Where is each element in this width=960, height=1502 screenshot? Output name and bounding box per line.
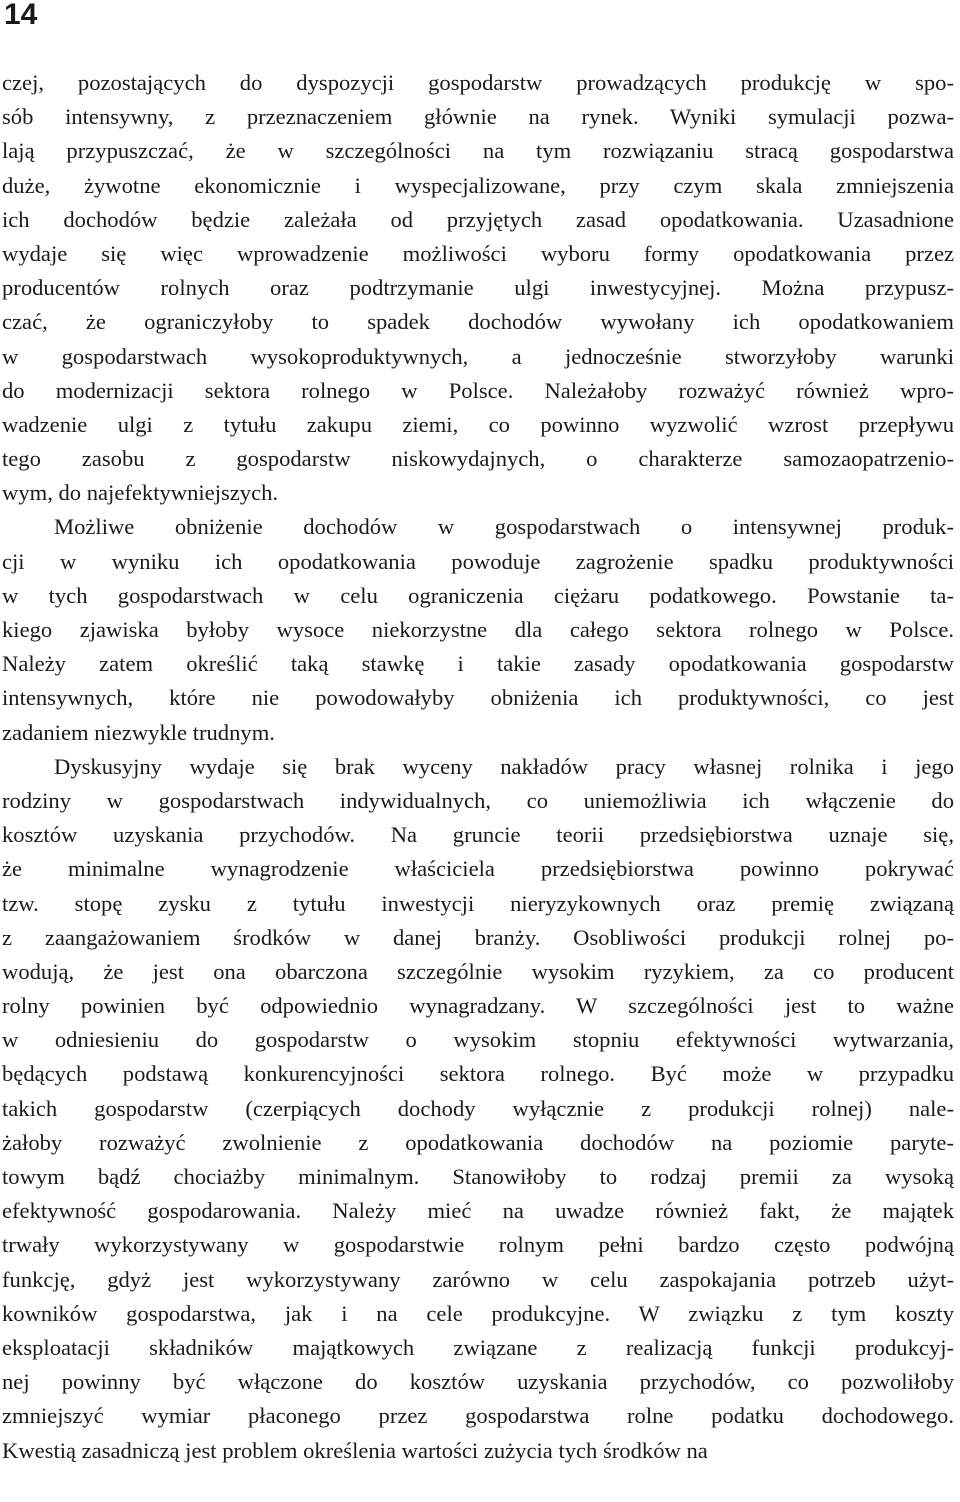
text-line: tzw. stopę zysku z tytułu inwestycji nieryzykownych oraz premię związaną — [2, 890, 954, 916]
text-line: kowników gospodarstwa, jak i na cele produkcyjne. W związku z tym koszty — [2, 1300, 954, 1326]
text-line: rolny powinien być odpowiednio wynagradzany. W szczególności jest to ważne — [2, 993, 954, 1019]
text-line: ich dochodów będzie zależała od przyjętych zasad opodatkowania. Uzasadnione — [2, 206, 954, 232]
text-line: efektywność gospodarowania. Należy mieć na uwadze również fakt, że majątek — [2, 1198, 954, 1224]
text-line: wadzenie ulgi z tytułu zakupu ziemi, co powinno wyzwolić wzrost przepływu — [2, 411, 954, 437]
text-line: trwały wykorzystywany w gospodarstwie rolnym pełni bardzo często podwójną — [2, 1232, 954, 1258]
text-line: czej, pozostających do dyspozycji gospodarstw prowadzących produkcję w spo- — [2, 70, 954, 95]
text-line: funkcję, gdyż jest wykorzystywany zarówno w celu zaspokajania potrzeb użyt- — [2, 1266, 954, 1292]
text-line: wodują, że jest ona obarczona szczególnie wysokim ryzykiem, za co producent — [2, 958, 954, 984]
text-line: Kwestią zasadniczą jest problem określenia wartości zużycia tych środków na — [2, 1437, 708, 1463]
text-line: nej powinny być włączone do kosztów uzyskania przychodów, co pozwoliłoby — [2, 1369, 954, 1395]
paragraph — [2, 750, 954, 1468]
text-line: z zaangażowaniem środków w danej branży. Osobliwości produkcji rolnej po- — [2, 924, 954, 950]
text-line: sób intensywny, z przeznaczeniem głównie na rynek. Wyniki symulacji pozwa- — [2, 104, 954, 130]
paragraph — [2, 66, 954, 510]
text-line: duże, żywotne ekonomicznie i wyspecjalizowane, przy czym skala zmniejszenia — [2, 172, 954, 198]
text-line: zadaniem niezwykle trudnym. — [2, 719, 275, 745]
text-line: Należy zatem określić taką stawkę i takie zasady opodatkowania gospodarstw — [2, 651, 954, 677]
text-line: że minimalne wynagrodzenie właściciela przedsiębiorstwa powinno pokrywać — [2, 856, 954, 882]
text-line: producentów rolnych oraz podtrzymanie ulgi inwestycyjnej. Można przypusz- — [2, 275, 954, 301]
text-line: Możliwe obniżenie dochodów w gospodarstwach o intensywnej produk- — [54, 514, 954, 540]
text-line: kosztów uzyskania przychodów. Na gruncie teorii przedsiębiorstwa uznaje się, — [2, 822, 954, 848]
text-line: do modernizacji sektora rolnego w Polsce. Należałoby rozważyć również wpro- — [2, 377, 954, 403]
text-line: takich gospodarstw (czerpiących dochody wyłącznie z produkcji rolnej) nale- — [2, 1095, 954, 1121]
text-line: czać, że ograniczyłoby to spadek dochodów wywołany ich opodatkowaniem — [2, 309, 954, 335]
text-line: w odniesieniu do gospodarstw o wysokim stopniu efektywności wytwarzania, — [2, 1027, 954, 1053]
text-line: tego zasobu z gospodarstw niskowydajnych, o charakterze samozaopatrzenio- — [2, 446, 954, 472]
text-line: w tych gospodarstwach w celu ograniczenia ciężaru podatkowego. Powstanie ta- — [2, 582, 954, 608]
text-line: eksploatacji składników majątkowych związane z realizacją funkcji produkcyj- — [2, 1334, 954, 1360]
text-line: Dyskusyjny wydaje się brak wyceny nakładów pracy własnej rolnika i jego — [54, 753, 954, 779]
text-line: wym, do najefektywniejszych. — [2, 480, 279, 506]
text-line: żałoby rozważyć zwolnienie z opodatkowania dochodów na poziomie paryte- — [2, 1129, 954, 1155]
text-line: lają przypuszczać, że w szczególności na tym rozwiązaniu stracą gospodarstwa — [2, 138, 954, 164]
body-text — [2, 66, 954, 1468]
text-line: zmniejszyć wymiar płaconego przez gospodarstwa rolne podatku dochodowego. — [2, 1403, 954, 1429]
text-line: cji w wyniku ich opodatkowania powoduje zagrożenie spadku produktywności — [2, 548, 954, 574]
text-line: wydaje się więc wprowadzenie możliwości wyboru formy opodatkowania przez — [2, 240, 954, 266]
text-line: będących podstawą konkurencyjności sektora rolnego. Być może w przypadku — [2, 1061, 954, 1087]
text-line: w gospodarstwach wysokoproduktywnych, a jednocześnie stworzyłoby warunki — [2, 343, 954, 369]
text-line: intensywnych, które nie powodowałyby obniżenia ich produktywności, co jest — [2, 685, 954, 711]
paragraph — [2, 510, 954, 749]
text-line: towym bądź chociażby minimalnym. Stanowiłoby to rodzaj premii za wysoką — [2, 1164, 954, 1189]
page-number: 14 — [4, 0, 38, 31]
text-line: rodziny w gospodarstwach indywidualnych, co uniemożliwia ich włączenie do — [2, 787, 954, 813]
text-line: kiego zjawiska byłoby wysoce niekorzystne dla całego sektora rolnego w Polsce. — [2, 617, 954, 642]
